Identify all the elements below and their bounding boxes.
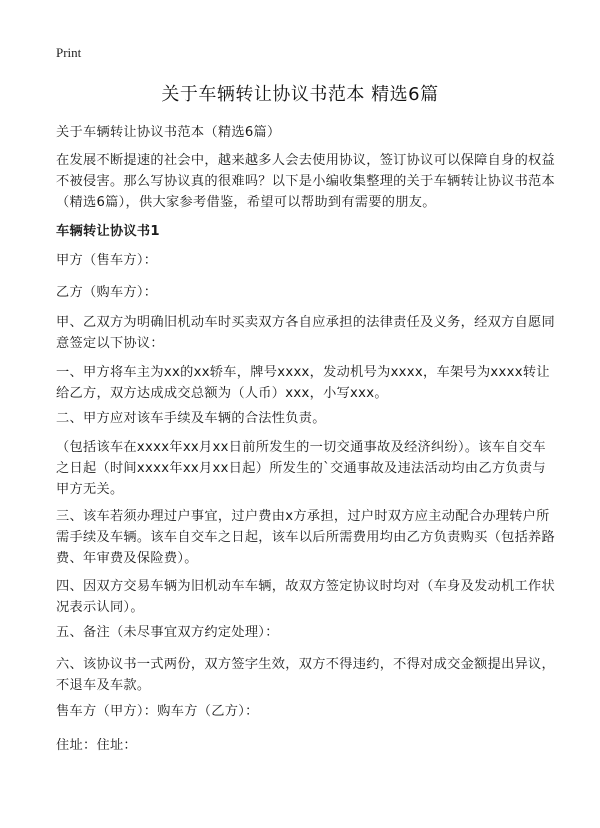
party-b-line: 乙方（购车方）： <box>56 285 158 300</box>
clause-1: 一、甲方将车主为xx的xx轿车，牌号xxxx，发动机号为xxxx，车架号为xxxx转让给乙方，双方达成成交总额为（人币）xxx，小写xxx。 <box>56 365 550 401</box>
party-a-line: 甲方（售车方）： <box>56 253 158 268</box>
document-title: 关于车辆转让协议书范本 精选6篇 <box>161 84 439 105</box>
preamble-paragraph: 甲、乙双方为明确旧机动车时买卖双方各自应承担的法律责任及义务，经双方自愿同意签定以下协议： <box>56 315 556 351</box>
agreement-heading: 车辆转让协议书1 <box>56 224 160 239</box>
document-subtitle: 关于车辆转让协议书范本（精选6篇） <box>56 125 281 140</box>
intro-paragraph: 在发展不断提速的社会中，越来越多人会去使用协议，签订协议可以保障自身的权益不被侵害。那么写协议真的很难吗？以下是小编收集整理的关于车辆转让协议书范本（精选6篇），供大家参考借鉴，希望可以帮助到有需要的朋友。 <box>56 153 556 210</box>
clause-2-note: （包括该车在xxxx年xx月xx日前所发生的一切交通事故及经济纠纷）。该车自交车之日起（时间xxxx年xx月xx日起）所发生的`交通事故及违法活动均由乙方负责与甲方无关。 <box>56 440 546 497</box>
signature-line: 售车方（甲方）：购车方（乙方）： <box>56 704 259 719</box>
address-line: 住址：住址： <box>56 738 137 753</box>
clause-3: 三、该车若须办理过户事宜，过户费由x方承担，过户时双方应主动配合办理转户所需手续及车辆。该车自交车之日起，该车以后所需费用均由乙方负责购买（包括养路费、年审费及保险费）。 <box>56 509 556 566</box>
clause-6: 六、该协议书一式两份，双方签字生效，双方不得违约，不得对成交金额提出异议，不退车及车款。 <box>56 657 556 693</box>
print-label: Print <box>56 45 82 60</box>
clause-4: 四、因双方交易车辆为旧机动车车辆，故双方签定协议时均对（车身及发动机工作状况表示认同）。 <box>56 579 556 615</box>
clause-5: 五、备注（未尽事宜双方约定处理）： <box>56 625 279 640</box>
clause-2: 二、甲方应对该车手续及车辆的合法性负责。 <box>56 411 326 426</box>
